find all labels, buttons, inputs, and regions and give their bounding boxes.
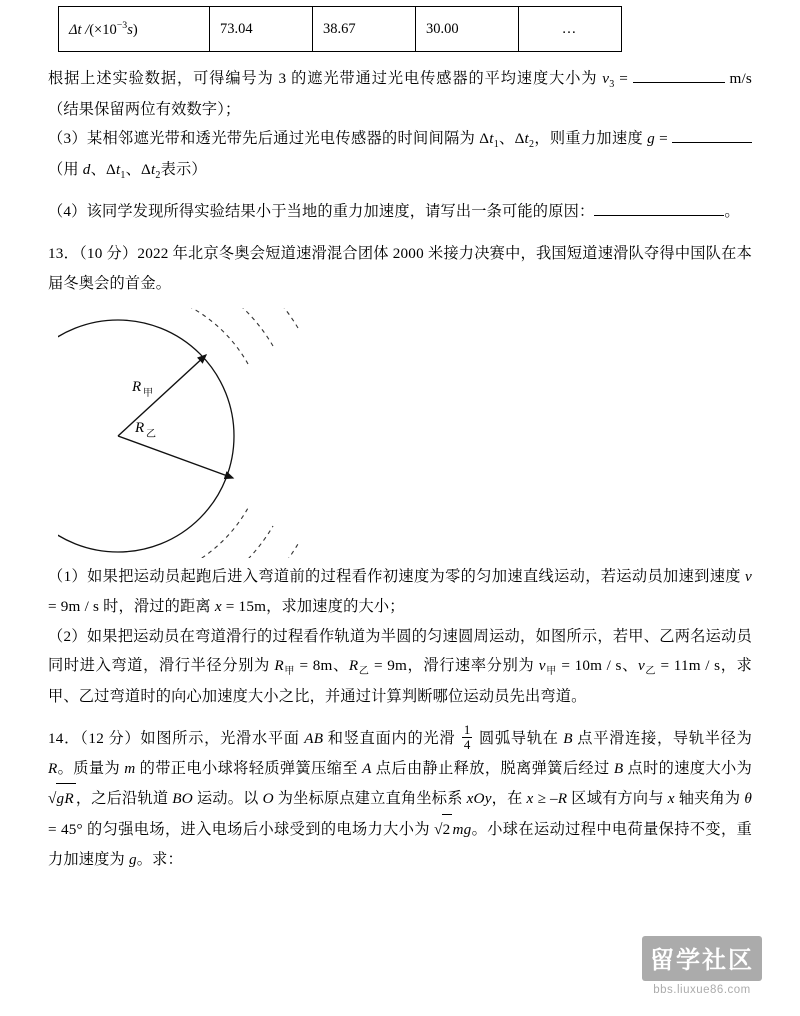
text-s8: 点时的速度大小为 (623, 759, 753, 777)
symbol-O: O (262, 790, 274, 808)
radicand-2: 2 (442, 814, 453, 845)
text-lead: （3）某相邻遮光带和透光带先后通过光电传感器的时间间隔为 Δ (48, 130, 490, 148)
symbol-t3: t (115, 160, 121, 178)
radius-arrow-yi (118, 436, 233, 478)
value-R-yi: = 9m (369, 657, 408, 675)
symbol-mg: mg (452, 821, 472, 839)
text-s3: 圆弧导轨在 (474, 730, 564, 748)
table-cell-value: 73.04 (210, 7, 313, 52)
text-s9: ，之后沿轨道 (75, 790, 173, 808)
symbol-t1-subscript: 1 (493, 139, 499, 151)
text-s14: 轴夹角为 (674, 790, 745, 808)
paragraph-question-4 (48, 197, 752, 227)
symbol-v-jia-subscript: 甲 (545, 666, 557, 678)
text-s2: 和竖直面内的光滑 (323, 730, 460, 748)
label-R-jia: R (132, 379, 142, 396)
text-s15: 的匀强电场，进入电场后小球受到的电场力大小为 (82, 821, 435, 839)
paren-close: ) (132, 21, 138, 38)
row-label-prefix: Δt / (69, 21, 90, 38)
symbol-R: R (48, 759, 58, 777)
figure-svg (58, 308, 388, 558)
radius-arrow-jia (118, 355, 206, 436)
symbol-BO: BO (172, 790, 193, 808)
paragraph-question-3 (48, 124, 752, 185)
data-table-container (48, 0, 752, 52)
symbol-d: d (82, 160, 91, 178)
paragraph-question-13-header: 13．（10 分）2022 年北京冬奥会短道速滑混合团体 2000 米接力决赛中，我国短道速滑队夺得中国队在本届冬奥会的首金。 (48, 245, 752, 292)
table-row-header (59, 7, 210, 52)
text-tail: ，求加速度的大小； (266, 597, 405, 615)
symbol-B2: B (613, 759, 624, 777)
text-s17: 。求： (136, 850, 183, 868)
text-tail: ，求甲、乙过弯道时的向心加速度大小之比，并通过计算判断哪位运动员先出弯道。 (48, 657, 752, 705)
radicand-gR: gR (56, 783, 76, 814)
symbol-R-jia-subscript: 甲 (283, 666, 296, 678)
label-R-jia-subscript: 甲 (143, 388, 153, 400)
text-tail2: 、Δ (90, 160, 116, 178)
label-R-yi: R (135, 420, 145, 437)
track-arc-outer (58, 308, 298, 558)
symbol-t4: t (150, 160, 156, 178)
symbol-v: v (745, 568, 752, 586)
table-cell-value: 30.00 (416, 7, 519, 52)
separator: 、 (621, 657, 638, 675)
track-arc-outer2 (58, 308, 273, 558)
experiment-data-table (58, 6, 622, 52)
symbol-t2: t (524, 130, 529, 148)
symbol-v-yi: v (637, 657, 645, 675)
value-R-jia: = 8m (295, 657, 333, 675)
symbol-AB: AB (304, 730, 324, 748)
text-lead: （1）如果把运动员起跑后进入弯道前的过程看作初速度为零的匀加速直线运动，若运动员加速到速度 (48, 568, 746, 586)
symbol-R-yi-subscript: 乙 (358, 666, 370, 678)
answer-blank (594, 202, 724, 217)
symbol-R-yi: R (348, 657, 359, 675)
table-cell-value: 38.67 (313, 7, 416, 52)
table-row (59, 7, 622, 52)
text-s16: 。小球在运动过程中电荷量保持不变，重力加速度为 (48, 821, 752, 868)
symbol-v-subscript: 3 (609, 79, 615, 91)
symbol-t4-subscript: 2 (155, 169, 161, 181)
paragraph-question-14: 14．（12 分）如图所示，光滑水平面 AB 和竖直面内的光滑 $\frac{1}{4}$ 圆弧导轨在 B 点平滑连接，导轨半径为 R。质量为 m 的带正电小球将轻质弹簧压缩至 A 点后由静止释放，脱离弹簧后经过 B 点时的速度大小为 √gR ，之后沿轨道 BO 运动。以 O 为坐标原点建立直角坐标系 xOy，在 x ≥ –R 区域有方向与 x 轴夹角为 θ = 45° 的匀强电场，进入电场后小球受到的电场力大小为 √2 mg。小球在运动过程中电荷量保持不变，重力加速度为 g。求： (48, 722, 753, 868)
unit-label: m/s (724, 70, 753, 87)
symbol-B: B (563, 730, 573, 748)
symbol-g: g (128, 850, 137, 868)
symbol-x-axis: x (667, 790, 675, 808)
symbol-x: x (214, 597, 222, 615)
value-x: = 15m (221, 597, 267, 615)
text-s5: 。质量为 (57, 759, 125, 777)
equals-sign: = (654, 130, 672, 148)
paragraph-q13-part1 (48, 562, 752, 621)
paren-open: ( (89, 21, 95, 38)
equals-sign: = (614, 70, 633, 87)
watermark-title: 留学社区 (642, 936, 762, 981)
fraction-numerator: 1 (463, 722, 471, 738)
symbol-v-jia: v (538, 657, 546, 675)
text-lead: 根据上述实验数据，可得编号为 3 的遮光带通过光电传感器的平均速度大小为 (48, 70, 603, 87)
symbol-xOy: xOy (466, 790, 492, 808)
paragraph-q13-part2 (48, 622, 752, 712)
text-mid2: ，则重力加速度 (534, 130, 648, 148)
row-label-base: ×10 (94, 21, 117, 38)
table-cell-ellipsis: … (519, 7, 622, 52)
value-theta: = 45° (48, 821, 83, 839)
symbol-m: m (124, 759, 136, 777)
watermark (642, 936, 762, 996)
text-s13: 区域有方向与 (567, 790, 668, 808)
text-mid: 、Δ (498, 130, 525, 148)
text-s7: 点后由静止释放，脱离弹簧后经过 (371, 759, 614, 777)
value-v-yi: = 11m / s (656, 657, 721, 675)
symbol-v-yi-subscript: 乙 (644, 666, 657, 678)
symbol-t1: t (489, 130, 494, 148)
text-s11: 为坐标原点建立直角坐标系 (273, 790, 467, 808)
text-s6: 的带正电小球将轻质弹簧压缩至 (135, 759, 363, 777)
text-mid: 时，滑过的距离 (99, 597, 215, 615)
text-s1: 14．（12 分）如图所示，光滑水平面 (48, 730, 305, 748)
text-lead: （4）该同学发现所得实验结果小于当地的重力加速度，请写出一条可能的原因： (48, 203, 595, 221)
row-label-exponent: −3 (116, 19, 128, 31)
text-lead: （2）如果把运动员在弯道滑行的过程看作轨道为半圆的匀速圆周运动，如图所示，若甲、乙两名运动员同时进入弯道，滑行半径分别为 (48, 627, 752, 675)
symbol-theta: θ (744, 790, 753, 808)
text-s4: 点平滑连接，导轨半径为 (572, 730, 753, 748)
symbol-g: g (647, 130, 655, 148)
value-v: = 9m / s (48, 597, 100, 615)
symbol-R-jia: R (274, 657, 284, 675)
value-v-jia: = 10m / s (556, 657, 622, 675)
text-s12: ，在 (491, 790, 527, 808)
text-tail3: 、Δ (125, 160, 151, 178)
paragraph-average-speed (48, 64, 752, 124)
figure-skating-track (48, 308, 752, 558)
symbol-t2-subscript: 2 (528, 139, 535, 151)
text-tail4: 表示） (160, 160, 207, 178)
text-mid: ，滑行速率分别为 (407, 657, 539, 675)
separator: 、 (332, 657, 349, 675)
symbol-t3-subscript: 1 (120, 169, 126, 181)
label-R-yi-subscript: 乙 (146, 429, 156, 441)
answer-blank (633, 68, 725, 83)
condition-x-range: x ≥ –R (526, 790, 568, 808)
answer-blank (672, 129, 752, 144)
watermark-subtitle: bbs.liuxue86.com (653, 984, 751, 996)
text-tail: （结果保留两位有效数字）； (48, 100, 241, 118)
text-tail: （用 (48, 160, 83, 178)
fraction-denominator: 4 (463, 737, 471, 752)
symbol-A: A (362, 759, 372, 777)
symbol-v: v (602, 70, 610, 87)
fraction-one-quarter (462, 723, 473, 751)
text-tail: 。 (724, 203, 740, 221)
row-label-unit: s (127, 21, 133, 38)
text-s10: 运动。以 (192, 790, 263, 808)
